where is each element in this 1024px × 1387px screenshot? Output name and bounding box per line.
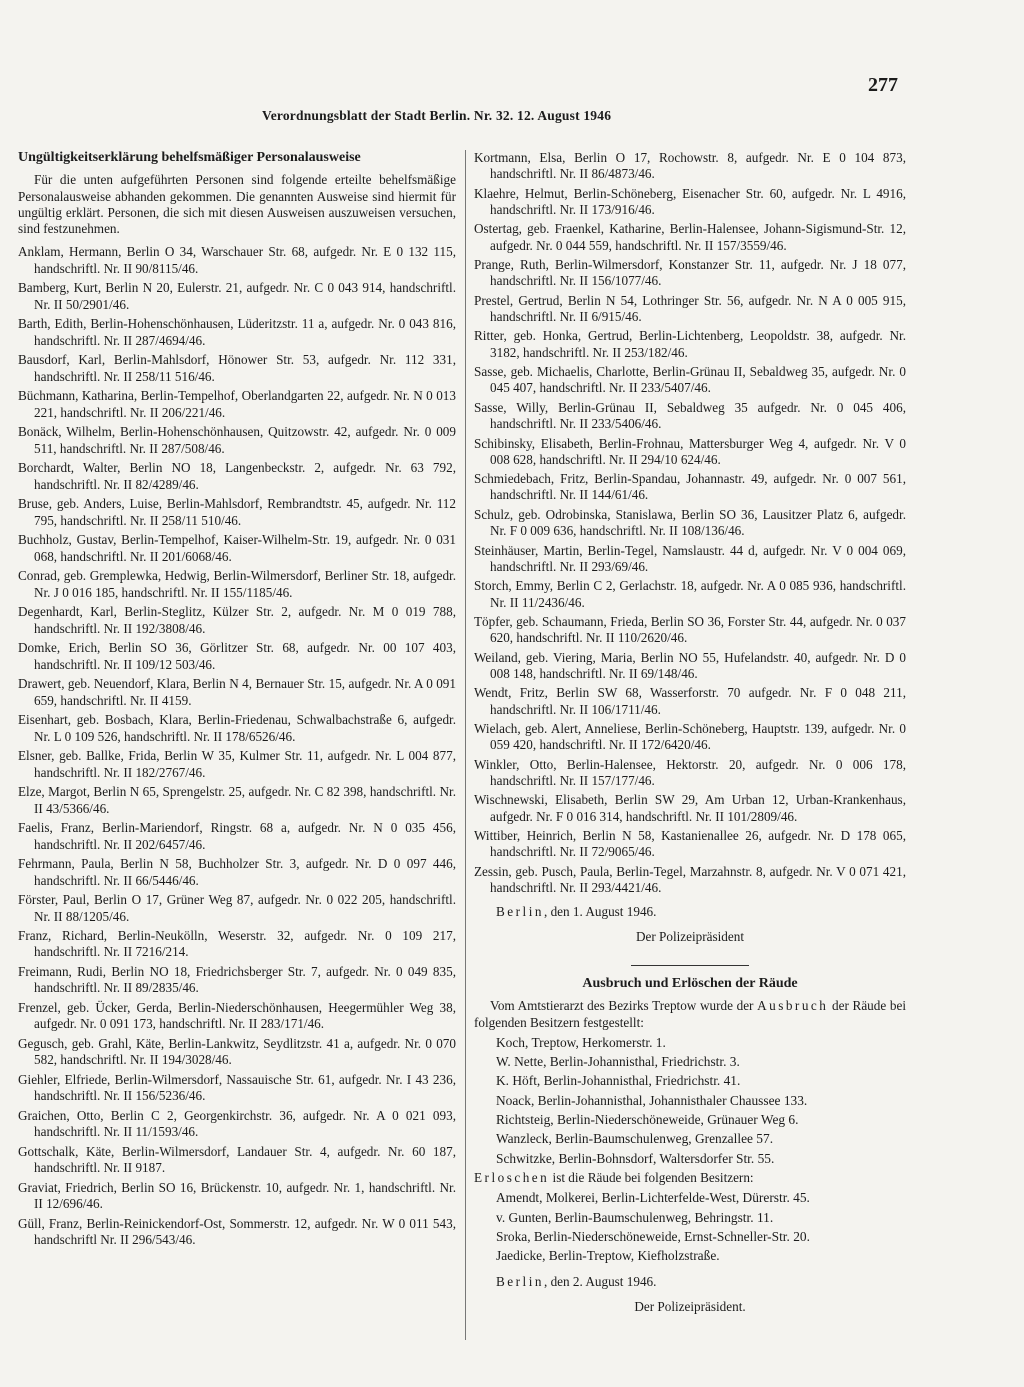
right-column xyxy=(474,150,906,1315)
owner-item: Sroka, Berlin-Niederschöneweide, Ernst-Schneller-Str. 20. xyxy=(496,1228,810,1244)
date-line-1 xyxy=(496,904,906,920)
list-item: Barth, Edith, Berlin-Hohenschönhausen, Lüderitzstr. 11 a, aufgedr. Nr. 0 043 816, handschriftl. Nr. II 287/4694/46. xyxy=(18,316,456,348)
list-item: Bausdorf, Karl, Berlin-Mahlsdorf, Hönower Str. 53, aufgedr. Nr. 112 331, handschriftl. Nr. II 258/11 516/46. xyxy=(18,352,456,384)
outbreak-intro xyxy=(474,998,906,1031)
list-item: Franz, Richard, Berlin-Neukölln, Weserstr. 32, aufgedr. Nr. 0 109 217, handschriftl. Nr. II 7216/214. xyxy=(18,928,456,960)
list-item: Drawert, geb. Neuendorf, Klara, Berlin N 4, Bernauer Str. 15, aufgedr. Nr. A 0 091 659, handschriftl. Nr. II 4159. xyxy=(18,676,456,708)
outbreak-keyword: Ausbruch xyxy=(757,998,829,1014)
list-item: Prange, Ruth, Berlin-Wilmersdorf, Konstanzer Str. 11, aufgedr. Nr. J 18 077, handschriftl. Nr. II 156/1077/46. xyxy=(474,257,906,289)
signature-1: Der Polizeipräsident xyxy=(635,928,745,944)
owner-item: Koch, Treptow, Herkomerstr. 1. xyxy=(496,1034,666,1050)
list-item: Gegusch, geb. Grahl, Käte, Berlin-Lankwitz, Seydlitzstr. 41 a, aufgedr. Nr. 0 070 582, handschriftl. Nr. II 194/3028/46. xyxy=(18,1036,456,1068)
list-item: Büchmann, Katharina, Berlin-Tempelhof, Oberlandgarten 22, aufgedr. Nr. N 0 013 221, handschriftl. Nr. II 206/221/46. xyxy=(18,388,456,420)
list-item: Graichen, Otto, Berlin C 2, Georgenkirchstr. 36, aufgedr. Nr. A 0 021 093, handschriftl. Nr. II 11/1593/46. xyxy=(18,1108,456,1140)
owner-item: Schwitzke, Berlin-Bohnsdorf, Waltersdorfer Str. 55. xyxy=(496,1150,775,1166)
list-item: Bruse, geb. Anders, Luise, Berlin-Mahlsdorf, Rembrandtstr. 45, aufgedr. Nr. 112 795, handschriftl. Nr. II 258/11 510/46. xyxy=(18,496,456,528)
extinction-keyword: Erloschen xyxy=(474,1169,550,1185)
outbreak-owner-list xyxy=(474,1035,906,1167)
outbreak-intro-a: Vom Amtstierarzt des Bezirks Treptow wurde der xyxy=(490,998,758,1014)
list-item: Zessin, geb. Pusch, Paula, Berlin-Tegel, Marzahnstr. 8, aufgedr. Nr. V 0 071 421, handschriftl. Nr. II 293/4421/46. xyxy=(474,863,906,896)
section-heading-id-cards: Ungültigkeitserklärung behelfsmäßiger Personalausweise xyxy=(18,150,361,165)
list-item: Storch, Emmy, Berlin C 2, Gerlachstr. 18, aufgedr. Nr. A 0 085 936, handschriftl. Nr. II 11/2436/46. xyxy=(474,578,906,610)
owner-item: Wanzleck, Berlin-Baumschulenweg, Grenzallee 57. xyxy=(496,1131,774,1147)
extinction-owner-list xyxy=(474,1190,906,1264)
list-item: Sasse, geb. Michaelis, Charlotte, Berlin-Grünau II, Sebaldweg 35, aufgedr. Nr. 0 045 407, handschriftl. Nr. II 233/5407/46. xyxy=(474,364,906,396)
page-number: 277 xyxy=(868,74,898,96)
list-item: Elsner, geb. Ballke, Frida, Berlin W 35, Kulmer Str. 11, aufgedr. Nr. L 004 877, handschriftl. Nr. II 182/2767/46. xyxy=(18,748,456,780)
date-place-1: Berlin xyxy=(496,904,544,920)
extinction-intro xyxy=(474,1170,906,1186)
list-item: Borchardt, Walter, Berlin NO 18, Langenbeckstr. 2, aufgedr. Nr. 63 792, handschriftl. Nr. II 82/4289/46. xyxy=(18,460,456,492)
owner-item: Amendt, Molkerei, Berlin-Lichterfelde-West, Dürerstr. 45. xyxy=(496,1190,810,1206)
list-item: Giehler, Elfriede, Berlin-Wilmersdorf, Nassauische Str. 61, aufgedr. Nr. I 43 236, handschriftl. Nr. II 156/5236/46. xyxy=(18,1072,456,1104)
list-item: Domke, Erich, Berlin SO 36, Görlitzer Str. 68, aufgedr. Nr. 00 107 403, handschriftl. Nr. II 109/12 503/46. xyxy=(18,640,456,672)
list-item: Degenhardt, Karl, Berlin-Steglitz, Külzer Str. 2, aufgedr. Nr. M 0 019 788, handschriftl. Nr. II 192/3808/46. xyxy=(18,604,456,636)
list-item: Schulz, geb. Odrobinska, Stanislawa, Berlin SO 36, Lausitzer Platz 6, aufgedr. Nr. F 0 009 636, handschriftl. Nr. II 108/136/46. xyxy=(474,506,906,539)
owner-item: Jaedicke, Berlin-Treptow, Kiefholzstraße. xyxy=(496,1248,720,1264)
list-item: Freimann, Rudi, Berlin NO 18, Friedrichsberger Str. 7, aufgedr. Nr. 0 049 835, handschriftl. Nr. II 89/2835/46. xyxy=(18,964,456,996)
owner-item: Noack, Berlin-Johannisthal, Johannisthaler Chaussee 133. xyxy=(496,1092,808,1108)
list-item: Faelis, Franz, Berlin-Mariendorf, Ringstr. 68 a, aufgedr. Nr. N 0 035 456, handschriftl. Nr. II 202/6457/46. xyxy=(18,820,456,852)
list-item: Kortmann, Elsa, Berlin O 17, Rochowstr. 8, aufgedr. Nr. E 0 104 873, handschriftl. Nr. II 86/4873/46. xyxy=(474,150,906,182)
signature-2: Der Polizeipräsident. xyxy=(634,1298,746,1314)
list-item: Ostertag, geb. Fraenkel, Katharine, Berlin-Halensee, Johann-Sigismund-Str. 12, aufgedr. Nr. 0 044 559, handschriftl. Nr. II 157/3559/46. xyxy=(474,221,906,253)
list-item: Winkler, Otto, Berlin-Halensee, Hektorstr. 20, aufgedr. Nr. 0 006 178, handschriftl. Nr. II 157/177/46. xyxy=(474,756,906,788)
date-line-2 xyxy=(496,1274,906,1290)
date-place-2: Berlin xyxy=(496,1274,544,1290)
section-heading-mange: Ausbruch und Erlöschen der Räude xyxy=(582,975,798,991)
owner-item: K. Höft, Berlin-Johannisthal, Friedrichstr. 41. xyxy=(496,1073,741,1089)
list-item: Fehrmann, Paula, Berlin N 58, Buchholzer Str. 3, aufgedr. Nr. D 0 097 446, handschriftl. Nr. II 66/5446/46. xyxy=(18,856,456,888)
list-item: Frenzel, geb. Ücker, Gerda, Berlin-Niederschönhausen, Heegermühler Weg 38, aufgedr. Nr. 0 091 173, handschriftl. Nr. II 283/171/46. xyxy=(18,1000,456,1032)
list-item: Weiland, geb. Viering, Maria, Berlin NO 55, Hufelandstr. 40, aufgedr. Nr. D 0 008 148, handschriftl. Nr. II 69/148/46. xyxy=(474,649,906,681)
list-item: Güll, Franz, Berlin-Reinickendorf-Ost, Sommerstr. 12, aufgedr. Nr. W 0 011 543, handschriftl Nr. II 296/543/46. xyxy=(18,1216,456,1248)
list-item: Elze, Margot, Berlin N 65, Sprengelstr. 25, aufgedr. Nr. C 82 398, handschriftl. Nr. II 43/5366/46. xyxy=(18,784,456,816)
list-item: Steinhäuser, Martin, Berlin-Tegel, Namslaustr. 44 d, aufgedr. Nr. V 0 004 069, handschriftl. Nr. II 293/69/46. xyxy=(474,542,906,574)
section-divider xyxy=(631,965,749,966)
owner-item: W. Nette, Berlin-Johannisthal, Friedrichstr. 3. xyxy=(496,1054,740,1070)
column-rule xyxy=(465,150,466,1340)
left-entry-list xyxy=(18,244,456,1248)
list-item: Gottschalk, Käte, Berlin-Wilmersdorf, Landauer Str. 4, aufgedr. Nr. 60 187, handschriftl. Nr. II 9187. xyxy=(18,1144,456,1176)
list-item: Wielach, geb. Alert, Anneliese, Berlin-Schöneberg, Hauptstr. 139, aufgedr. Nr. 0 059 420, handschriftl. Nr. II 172/6420/46. xyxy=(474,721,906,753)
list-item: Förster, Paul, Berlin O 17, Grüner Weg 87, aufgedr. Nr. 0 022 205, handschriftl. Nr. II 88/1205/46. xyxy=(18,892,456,924)
list-item: Schmiedebach, Fritz, Berlin-Spandau, Johannastr. 49, aufgedr. Nr. 0 007 561, handschriftl. Nr. II 144/61/46. xyxy=(474,471,906,503)
right-entry-list xyxy=(474,150,906,896)
date-text-2: , den 2. August 1946. xyxy=(543,1274,657,1290)
date-text-1: , den 1. August 1946. xyxy=(543,904,657,920)
list-item: Klaehre, Helmut, Berlin-Schöneberg, Eisenacher Str. 60, aufgedr. Nr. L 4916, handschriftl. Nr. II 173/916/46. xyxy=(474,185,906,217)
list-item: Conrad, geb. Gremplewka, Hedwig, Berlin-Wilmersdorf, Berliner Str. 18, aufgedr. Nr. J 0 016 185, handschriftl. Nr. II 155/1185/46. xyxy=(18,568,456,600)
list-item: Bamberg, Kurt, Berlin N 20, Eulerstr. 21, aufgedr. Nr. C 0 043 914, handschriftl. Nr. II 50/2901/46. xyxy=(18,280,456,312)
list-item: Buchholz, Gustav, Berlin-Tempelhof, Kaiser-Wilhelm-Str. 19, aufgedr. Nr. 0 031 068, handschriftl. Nr. II 201/6068/46. xyxy=(18,532,456,564)
list-item: Töpfer, geb. Schaumann, Frieda, Berlin SO 36, Forster Str. 44, aufgedr. Nr. 0 037 620, handschriftl. Nr. II 110/2620/46. xyxy=(474,613,906,646)
list-item: Ritter, geb. Honka, Gertrud, Berlin-Lichtenberg, Leopoldstr. 38, aufgedr. Nr. 3182, handschriftl. Nr. II 253/182/46. xyxy=(474,328,906,360)
outbreak-intro-b: der Räude bei folgenden Besitzern festgestellt: xyxy=(474,998,906,1030)
running-head: Verordnungsblatt der Stadt Berlin. Nr. 32. 12. August 1946 xyxy=(262,108,612,123)
list-item: Eisenhart, geb. Bosbach, Klara, Berlin-Friedenau, Schwalbachstraße 6, aufgedr. Nr. L 0 109 526, handschriftl. Nr. II 178/6526/46. xyxy=(18,712,456,744)
list-item: Wischnewski, Elisabeth, Berlin SW 29, Am Urban 12, Urban-Krankenhaus, aufgedr. Nr. F 0 016 314, handschriftl. Nr. II 101/2809/46. xyxy=(474,792,906,824)
list-item: Prestel, Gertrud, Berlin N 54, Lothringer Str. 56, aufgedr. Nr. N A 0 005 915, handschriftl. Nr. II 6/915/46. xyxy=(474,292,906,325)
list-item: Wendt, Fritz, Berlin SW 68, Wasserforstr. 70 aufgedr. Nr. F 0 048 211, handschriftl. Nr. II 106/1711/46. xyxy=(474,685,906,717)
list-item: Bonäck, Wilhelm, Berlin-Hohenschönhausen, Quitzowstr. 42, aufgedr. Nr. 0 009 511, handschriftl. Nr. II 287/508/46. xyxy=(18,424,456,456)
list-item: Wittiber, Heinrich, Berlin N 58, Kastanienallee 26, aufgedr. Nr. D 178 065, handschriftl. Nr. II 72/9065/46. xyxy=(474,828,906,860)
list-item: Anklam, Hermann, Berlin O 34, Warschauer Str. 68, aufgedr. Nr. E 0 132 115, handschriftl. Nr. II 90/8115/46. xyxy=(18,244,456,276)
intro-paragraph: Für die unten aufgeführten Personen sind folgende erteilte behelfsmäßige Personalausweise abhanden gekommen. Die genannten Ausweise sind hiermit für ungültig erklärt. Personen, die sich mit diesen Ausweisen auszuweisen versuchen, sind festzunehmen. xyxy=(18,172,456,237)
extinction-intro-rest: ist die Räude bei folgenden Besitzern: xyxy=(549,1169,754,1185)
list-item: Schibinsky, Elisabeth, Berlin-Frohnau, Mattersburger Weg 4, aufgedr. Nr. V 0 008 628, handschriftl. Nr. II 294/10 624/46. xyxy=(474,435,906,467)
owner-item: v. Gunten, Berlin-Baumschulenweg, Behringstr. 11. xyxy=(496,1209,774,1225)
left-column xyxy=(18,150,456,1252)
list-item: Sasse, Willy, Berlin-Grünau II, Sebaldweg 35 aufgedr. Nr. 0 045 406, handschriftl. Nr. II 233/5406/46. xyxy=(474,399,906,432)
list-item: Graviat, Friedrich, Berlin SO 16, Brückenstr. 10, aufgedr. Nr. 1, handschriftl. Nr. II 12/696/46. xyxy=(18,1180,456,1212)
owner-item: Richtsteig, Berlin-Niederschöneweide, Grünauer Weg 6. xyxy=(496,1112,799,1128)
